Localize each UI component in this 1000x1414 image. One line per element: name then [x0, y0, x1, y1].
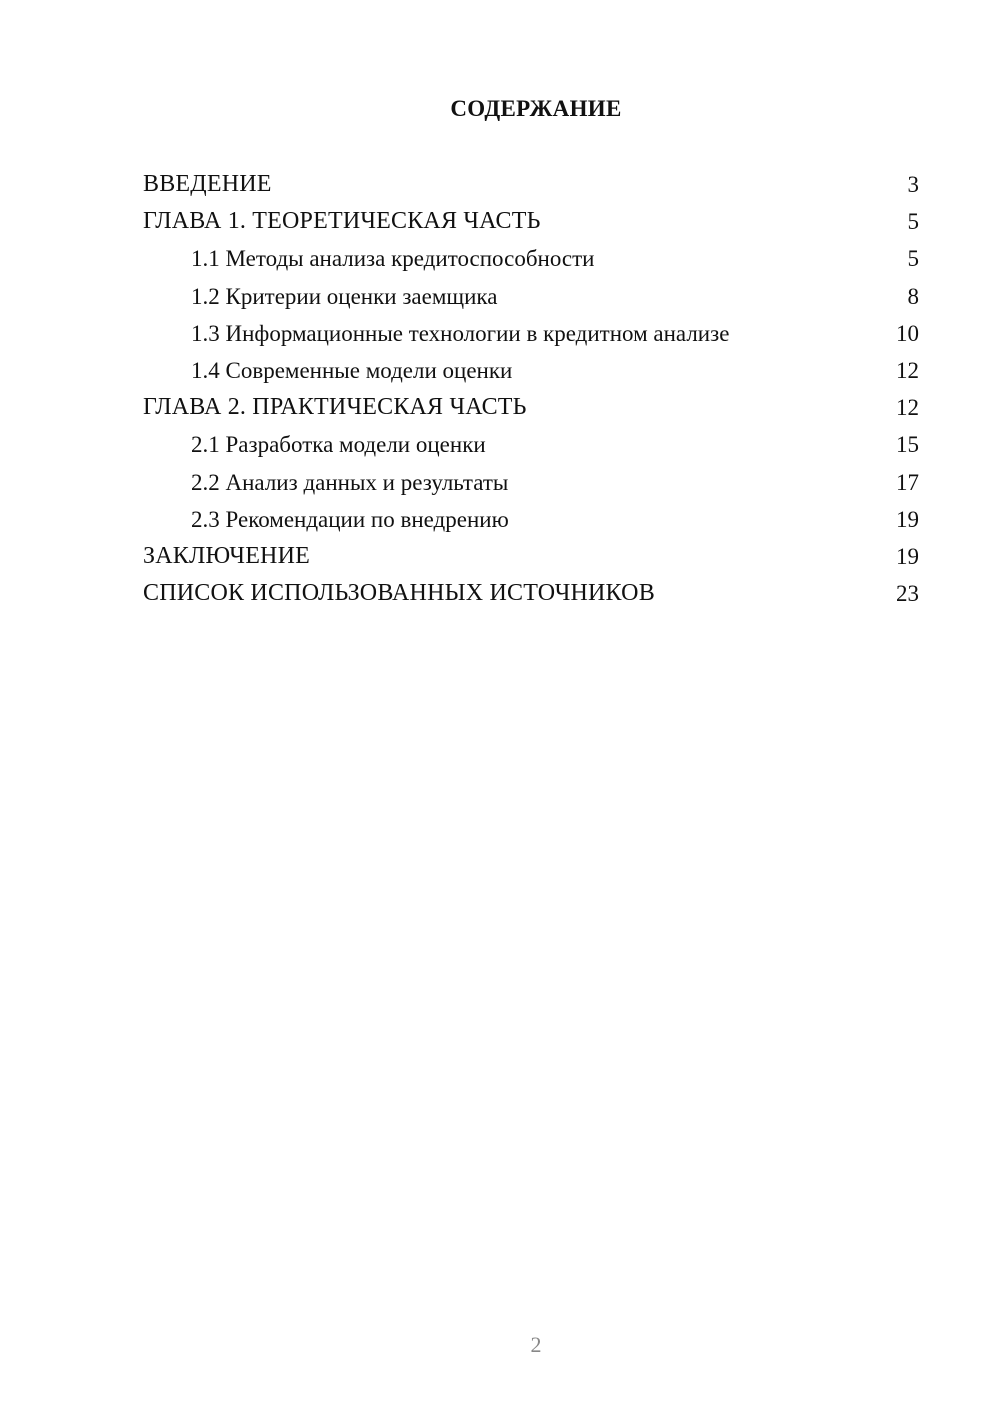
toc-entry-section-2-3[interactable]: [143, 501, 919, 538]
toc-entry-section-1-4[interactable]: [143, 352, 919, 389]
toc-entry-label: 2.2 Анализ данных и результаты: [191, 469, 509, 495]
toc-entry-label: ГЛАВА 2. ПРАКТИЧЕСКАЯ ЧАСТЬ: [143, 394, 527, 421]
toc-entry-page: 19: [896, 543, 919, 569]
toc-entry-page: 3: [907, 172, 919, 197]
toc-entry-page: 8: [907, 283, 919, 309]
toc-entry-section-1-2[interactable]: [143, 278, 919, 315]
toc-entry-page: 12: [896, 395, 919, 421]
toc-entry-chapter-1[interactable]: [143, 203, 919, 240]
toc-entry-section-1-1[interactable]: [143, 240, 919, 277]
toc-entry-label: СПИСОК ИСПОЛЬЗОВАННЫХ ИСТОЧНИКОВ: [143, 580, 655, 607]
toc-entry-introduction[interactable]: [143, 166, 919, 203]
toc-entry-chapter-2[interactable]: [143, 389, 919, 426]
table-of-contents: [143, 166, 919, 612]
toc-entry-label: 1.1 Методы анализа кредитоспособности: [191, 246, 595, 272]
page-title: СОДЕРЖАНИЕ: [450, 96, 622, 121]
page-number: 2: [530, 1332, 542, 1357]
toc-entry-page: 23: [896, 581, 919, 607]
toc-entry-page: 5: [907, 246, 919, 272]
toc-entry-page: 17: [896, 469, 919, 495]
toc-entry-conclusion[interactable]: [143, 538, 919, 575]
toc-entry-label: ЗАКЛЮЧЕНИЕ: [143, 542, 310, 569]
toc-entry-section-2-2[interactable]: [143, 464, 919, 501]
toc-entry-references[interactable]: [143, 575, 919, 612]
toc-entry-page: 5: [907, 209, 919, 235]
toc-entry-label: 1.3 Информационные технологии в кредитном анализе: [191, 320, 730, 346]
toc-entry-page: 19: [896, 506, 919, 532]
toc-entry-section-2-1[interactable]: [143, 426, 919, 463]
toc-entry-label: 1.2 Критерии оценки заемщика: [191, 283, 498, 309]
toc-entry-section-1-3[interactable]: [143, 315, 919, 352]
toc-entry-label: 2.3 Рекомендации по внедрению: [191, 506, 509, 532]
toc-entry-page: 10: [896, 320, 919, 346]
toc-entry-page: 12: [896, 357, 919, 383]
toc-entry-page: 15: [896, 432, 919, 458]
toc-entry-label: ГЛАВА 1. ТЕОРЕТИЧЕСКАЯ ЧАСТЬ: [143, 208, 541, 235]
toc-entry-label: 2.1 Разработка модели оценки: [191, 432, 486, 458]
toc-entry-label: ВВЕДЕНИЕ: [143, 171, 272, 197]
toc-entry-label: 1.4 Современные модели оценки: [191, 357, 513, 383]
